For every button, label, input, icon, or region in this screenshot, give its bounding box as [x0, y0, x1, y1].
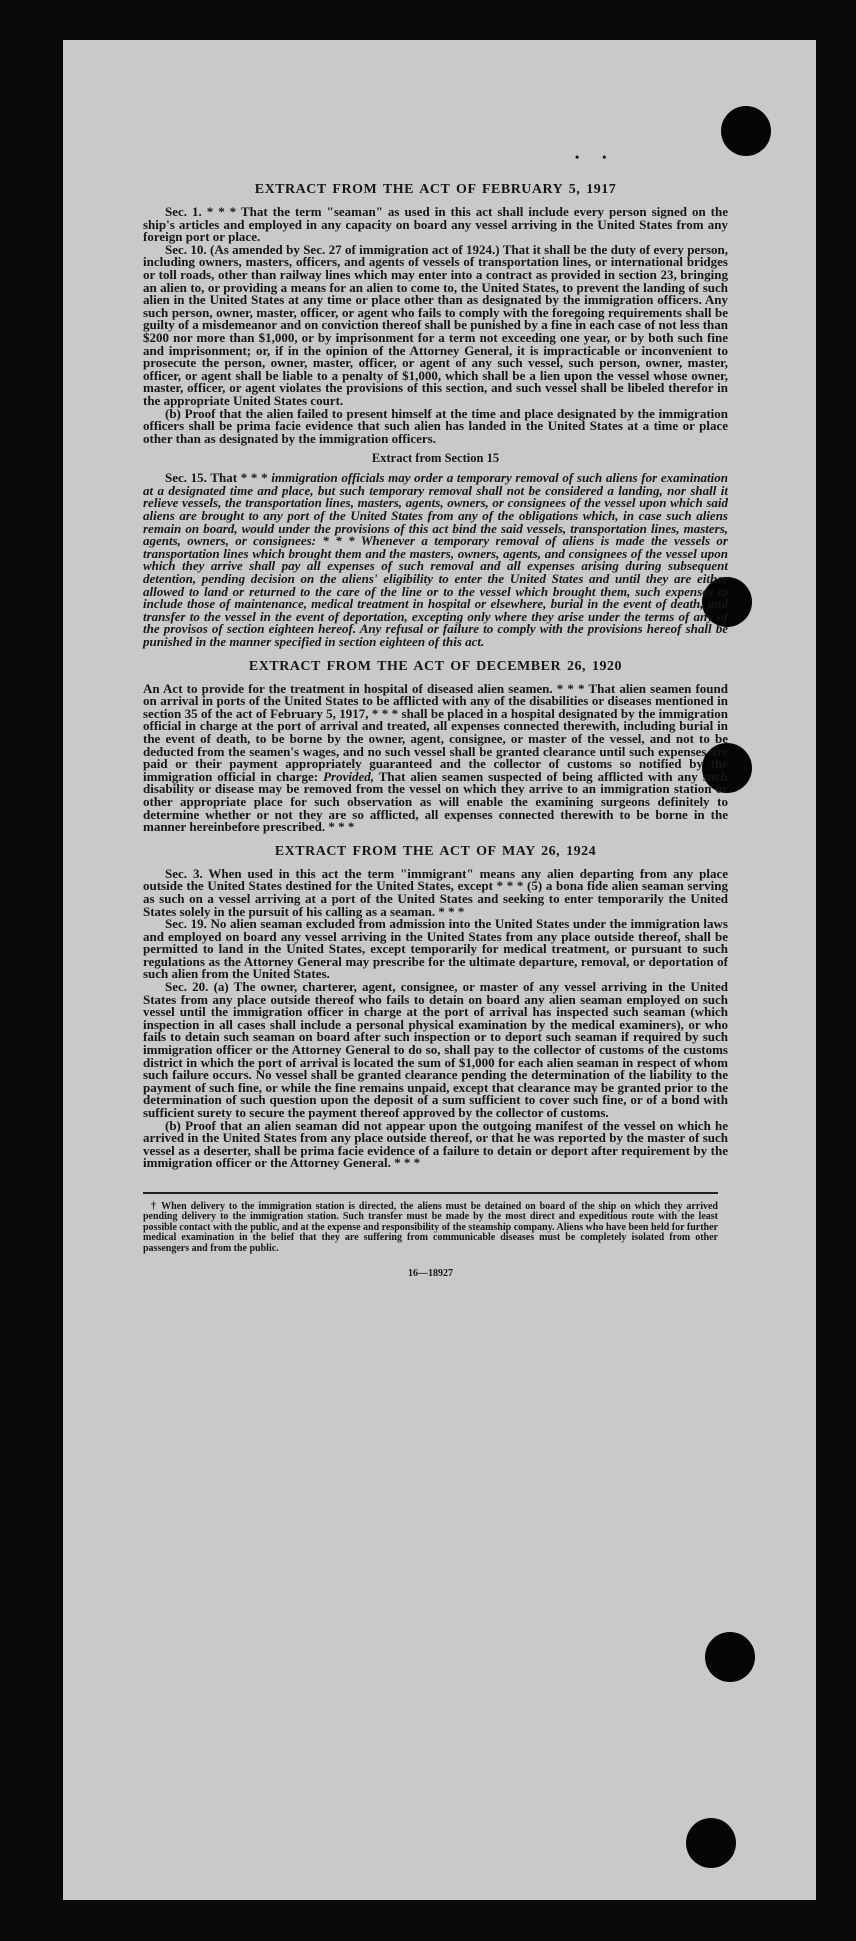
- sec-10-paragraph: Sec. 10. (As amended by Sec. 27 of immigration act of 1924.) That it shall be the duty of every person, including owners, masters, officers, and agents of vessels of transportation lines, or international bridges or toll roads, other than railway lines which may enter into a contract as provided in section 23, bringing an alien to, or providing a means for an alien to come to, the United States, to prevent the landing of such alien in the United States at any time or place other than as designated by the immigration officers. Any such person, owner, master, officer, or agent who fails to comply with the foregoing requirements shall be guilty of a misdemeanor and on conviction thereof shall be punished by a fine in each case of not less than $200 nor more than $1,000, or by imprisonment for a term not exceeding one year, or by both such fine and imprisonment; or, if in the opinion of the Attorney General, it is impracticable or inconvenient to prosecute the person, owner, master, officer, or agent of any such vessel, such person, owner, master, officer, or agent shall be liable to a penalty of $1,000, which shall be a lien upon the vessel whose owner, master, officer, or agent violates the provisions of this section, and such vessel shall be libeled therefor in the appropriate United States court.: [143, 241, 728, 408]
- act-1920-text-pre: An Act to provide for the treatment in hospital of diseased alien seamen. * * * That alien seamen found on arrival in ports of the United States to be afflicted with any of the disabilities or diseases mentioned in section 35 of the act of February 5, 1917, * * * shall be placed in a hospital designated by the immigration official in charge at the port of arrival and treated, all expenses connected therewith, including burial in the event of death, to be borne by the owner, agent, consignee, or master of the vessel, and not to be deducted from the seamen's wages, and no such vessel shall be granted clearance until such expenses are paid or their payment appropriately guaranteed and the collector of customs so notified by the immigration official in charge:: [143, 680, 728, 784]
- document-content: [143, 182, 728, 1279]
- sec-3-paragraph: Sec. 3. When used in this act the term "immigrant" means any alien departing from any place outside the United States destined for the United States, except * * * (5) a bona fide alien seaman serving as such on a vessel arriving at a port of the United States and seeking to enter temporarily the United States solely in the pursuit of his calling as a seaman. * * *: [143, 865, 728, 919]
- heading-act-dec-1920: EXTRACT FROM THE ACT OF DECEMBER 26, 1920: [248, 658, 623, 674]
- form-number: 16—18927: [408, 1268, 453, 1280]
- heading-section-15: Extract from Section 15: [371, 451, 500, 466]
- punch-hole-1: [721, 106, 771, 156]
- act-1920-provided: Provided,: [323, 768, 374, 784]
- sec-1-paragraph: Sec. 1. * * * That the term "seaman" as used in this act shall include every person signed on the ship's articles and employed in any capacity on board any vessel arriving in the United States from any foreign port or place.: [143, 204, 728, 245]
- sec-15-italic-text: immigration officials may order a temporary removal of such aliens for examination at a designated time and place, but such temporary removal shall not be considered a landing, nor shall it relieve vessels, the transportation lines, masters, agents, owners, or consignees of the vessel upon which said aliens are brought to any port of the United States from any of the obligations which, in case such aliens remain on board, would under the provisions of this act bind the said vessels, transportation lines, masters, agents, owners, or consignees: * * * Whenever a temporary removal of aliens is made the vessels or transportation lines which brought them and the masters, owners, agents, and consignees of the vessel upon which they arrive shall pay all expenses of such removal and all expenses arising during subsequent detention, pending decision on the aliens' eligibility to enter the United States and until they are either allowed to land or returned to the care of the line or to the vessel which brought them, such expenses to include those of maintenance, medical treatment in hospital or elsewhere, burial in the event of death, and transfer to the vessel in the event of deportation, excepting only where they arise under the terms of any of the provisos of section eighteen hereof. Any refusal or failure to comply with the provisions hereof shall be punished in the manner specified in section eighteen of this act.: [143, 470, 729, 649]
- sec-15-paragraph: [143, 472, 728, 648]
- sec-10b-paragraph: (b) Proof that the alien failed to present himself at the time and place designated by the immigration officers shall be prima facie evidence that such alien has landed in the United States at a time or place other than as designated by the immigration officers.: [143, 405, 728, 446]
- sec-20a-paragraph: Sec. 20. (a) The owner, charterer, agent, consignee, or master of any vessel arriving in the United States from any place outside thereof who fails to detain on board any alien seaman employed on such vessel until the immigration officer in charge at the port of arrival has inspected such seaman (which inspection in all cases shall include a personal physical examination by the medical examiners), or who fails to detain such seaman on board after such inspection or to deport such seaman if required by such immigration officer or the Attorney General to do so, shall pay to the collector of customs of the customs district in which the port of arrival is located the sum of $1,000 for each alien seaman in respect of whom such failure occurs. No vessel shall be granted clearance pending the determination of the liability to the payment of such fine, or while the fine remains unpaid, except that clearance may be granted prior to the determination of such question upon the deposit of a sum sufficient to cover such fine, or of a bond with sufficient surety to secure the payment thereof approved by the collector of customs.: [143, 979, 728, 1120]
- act-1920-text-post: That alien seamen suspected of being afflicted with any such disability or disease may be removed from the vessel on which they arrive to an immigration station or other appropriate place for such observation as will enable the examining surgeons definitely to determine whether or not they are so afflicted, all expenses connected therewith to be borne in the manner hereinbefore prescribed. * * *: [143, 768, 729, 835]
- sec-20b-paragraph: (b) Proof that an alien seaman did not appear upon the outgoing manifest of the vessel on which he arrived in the United States from any place outside thereof, or that he was reported by the master of such vessel as a deserter, shall be prima facie evidence of a failure to detain or deport after requirement by the immigration officer or the Attorney General. * * *: [143, 1117, 728, 1171]
- top-marks: • •: [575, 150, 617, 164]
- footnote: † When delivery to the immigration station is directed, the aliens must be detained on board of the ship on which they arrived pending delivery to the immigration station. Such transfer must be made by the most direct and expeditious route with the least possible contact with the public, and at the expense and responsibility of the steamship company. Aliens who have been held for further medical examination in the belief that they are suffering from communicable diseases must be completely isolated from other passengers and from the public.: [143, 1200, 718, 1254]
- heading-act-feb-1917: EXTRACT FROM THE ACT OF FEBRUARY 5, 1917: [254, 182, 617, 197]
- act-1920-paragraph: [143, 680, 729, 835]
- sec-15-lead: Sec. 15. That * * *: [165, 470, 268, 486]
- punch-hole-5: [686, 1818, 736, 1868]
- heading-act-may-1924: EXTRACT FROM THE ACT OF MAY 26, 1924: [274, 843, 597, 859]
- footnote-divider: [143, 1192, 718, 1194]
- punch-hole-4: [705, 1632, 755, 1682]
- sec-19-paragraph: Sec. 19. No alien seaman excluded from admission into the United States under the immigration laws and employed on board any vessel arriving in the United States from any place outside thereof, shall be permitted to land in the United States, except temporarily for medical treatment, or pursuant to such regulations as the Attorney General may prescribe for the ultimate departure, removal, or deportation of such alien from the United States.: [143, 916, 728, 982]
